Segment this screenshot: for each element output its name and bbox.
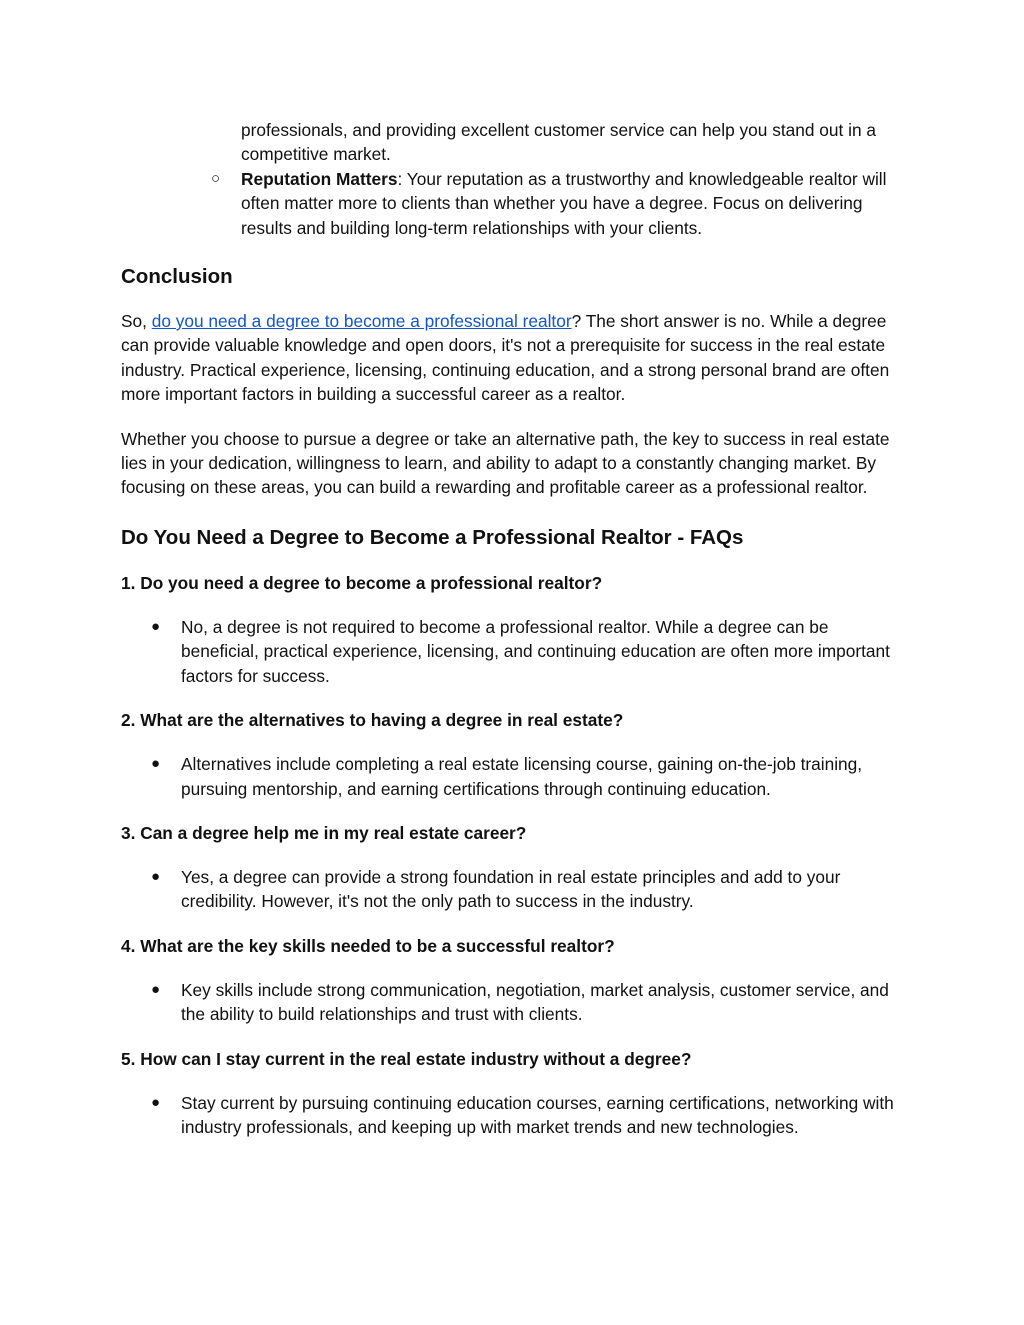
bullet-icon: ● xyxy=(151,867,161,885)
faq-question: 1. Do you need a degree to become a professional realtor? xyxy=(121,572,603,593)
bullet-icon: ● xyxy=(151,755,161,773)
bullet-icon: ● xyxy=(151,1093,161,1111)
sub-list-item-text: : Your reputation as a trustworthy and knowledgeable realtor will often matter more to clients than whether you have a degree. Focus on delivering results and building long-term relationships with your clients. xyxy=(241,168,887,238)
faqs-heading: Do You Need a Degree to Become a Professional Realtor - FAQs xyxy=(121,525,744,549)
bullet-icon: ● xyxy=(151,617,161,635)
faq-answer-text: Key skills include strong communication, negotiation, market analysis, customer service, and the ability to build relationships and trust with clients. xyxy=(181,979,889,1025)
paragraph-prefix: So, xyxy=(121,311,152,332)
conclusion-heading: Conclusion xyxy=(121,265,233,289)
hollow-bullet-icon: ○ xyxy=(211,169,221,187)
paragraph-text: ? The short answer is no. While a degree can provide valuable knowledge and open doors, it's not a prerequisite for success in the real estate industry. Practical experience, licensing, continuing education, and a strong personal brand are often more important factors in building a successful career as a realtor. xyxy=(121,311,890,405)
faq-answer-text: Stay current by pursuing continuing education courses, earning certifications, networking with industry professionals, and keeping up with market trends and new technologies. xyxy=(181,1092,894,1137)
faq-question: 2. What are the alternatives to having a degree in real estate? xyxy=(121,710,624,731)
sub-list-item-reputation xyxy=(121,167,911,240)
bullet-icon: ● xyxy=(151,980,161,998)
faq-answer xyxy=(121,865,911,914)
faq-answer xyxy=(121,615,911,688)
sub-list-item-term: Reputation Matters xyxy=(241,168,398,189)
faq-answer-text: No, a degree is not required to become a professional realtor. While a degree can be beneficial, practical experience, licensing, and continuing education are often more important factors for success. xyxy=(181,616,890,686)
faq-answer-text: Alternatives include completing a real estate licensing course, gaining on-the-job training, pursuing mentorship, and earning certifications through continuing education. xyxy=(181,754,863,799)
faq-answer-text: Yes, a degree can provide a strong foundation in real estate principles and add to your credibility. However, it's not the only path to success in the industry. xyxy=(181,866,841,912)
faq-answer xyxy=(121,752,911,801)
document-content xyxy=(121,118,911,1139)
faq-question: 3. Can a degree help me in my real estate career? xyxy=(121,822,527,843)
sub-list-item-text: professionals, and providing excellent customer service can help you stand out in a competitive market. xyxy=(241,120,876,165)
faq-question: 5. How can I stay current in the real estate industry without a degree? xyxy=(121,1048,692,1069)
sub-list-item-continuation xyxy=(121,118,911,167)
conclusion-paragraph-2: Whether you choose to pursue a degree or take an alternative path, the key to success in real estate lies in your dedication, willingness to learn, and ability to adapt to a constantly changing market. By focusing on these areas, you can build a rewarding and profitable career as a professional realtor. xyxy=(121,428,890,498)
conclusion-paragraph-1 xyxy=(121,309,911,407)
faq-answer xyxy=(121,978,911,1027)
realtor-degree-link[interactable]: do you need a degree to become a professional realtor xyxy=(151,311,572,332)
faq-question: 4. What are the key skills needed to be a successful realtor? xyxy=(121,935,615,956)
faq-answer xyxy=(121,1091,911,1140)
